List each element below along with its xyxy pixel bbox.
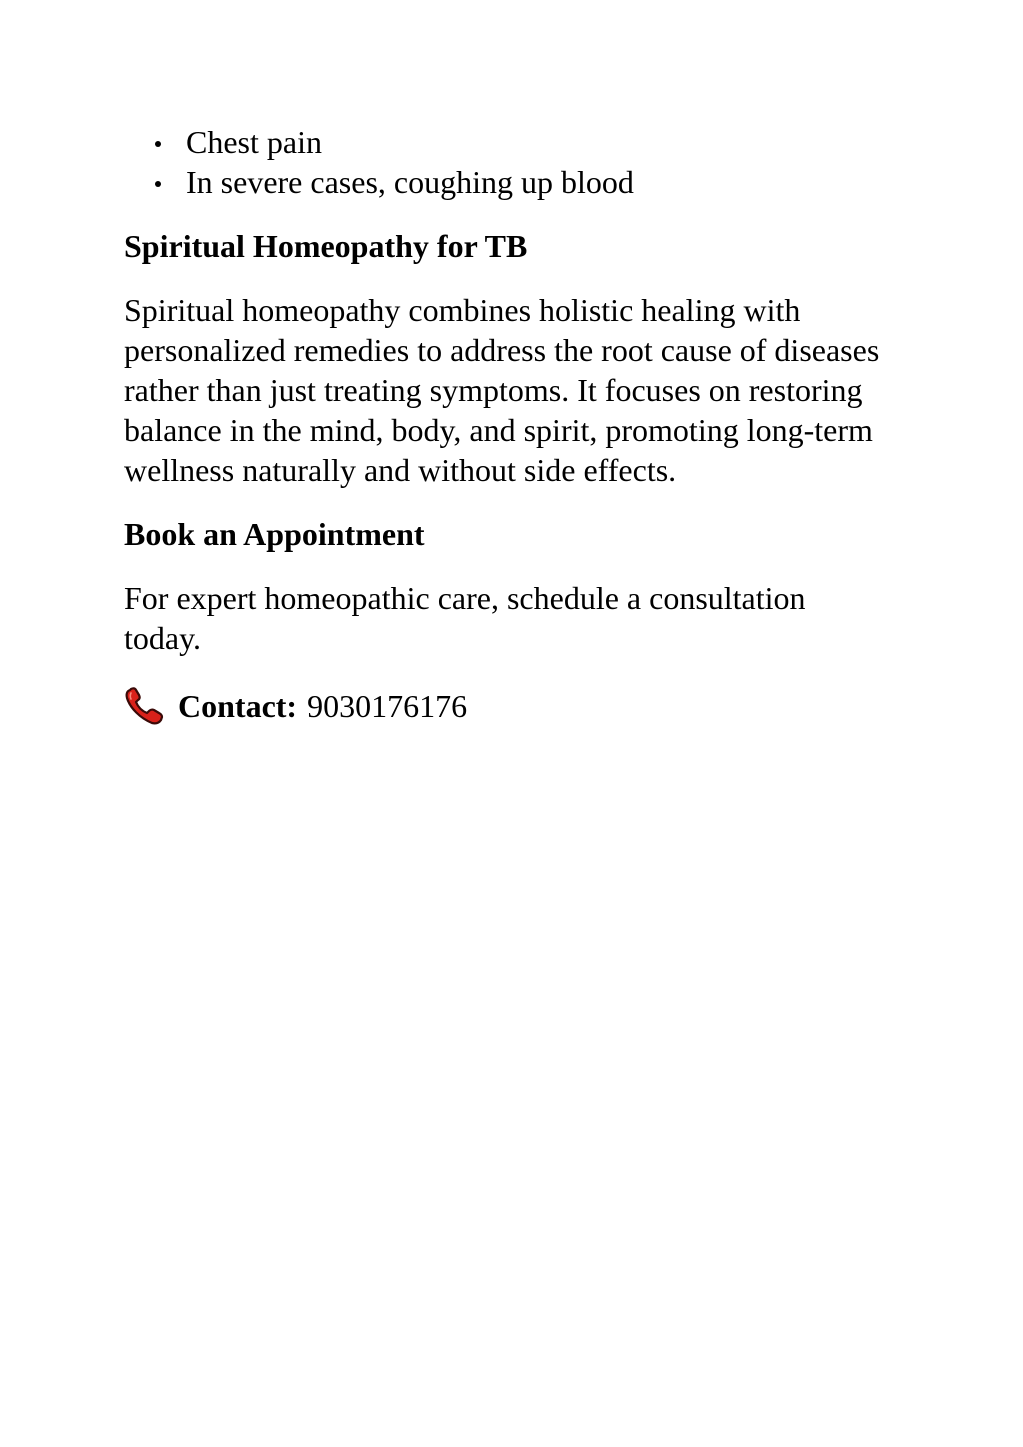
contact-line: [124, 686, 884, 726]
bullet-icon: [155, 181, 161, 187]
list-item-text: In severe cases, coughing up blood: [186, 164, 634, 200]
section-paragraph-book-appointment: For expert homeopathic care, schedule a consultation today.: [124, 580, 806, 656]
section-heading-book-appointment: Book an Appointment: [124, 516, 425, 552]
list-item-text: Chest pain: [186, 124, 322, 160]
symptom-list: [124, 122, 884, 202]
section-heading-spiritual-homeopathy: Spiritual Homeopathy for TB: [124, 228, 528, 264]
document-page: [124, 122, 884, 726]
list-item: [124, 122, 884, 162]
contact-phone-number: 9030176176: [307, 688, 468, 724]
list-item: [124, 162, 884, 202]
contact-label: Contact:: [178, 688, 298, 724]
bullet-icon: [155, 141, 161, 147]
telephone-receiver-icon: [124, 686, 166, 726]
section-paragraph-spiritual-homeopathy: Spiritual homeopathy combines holistic healing with personalized remedies to address the root cause of diseases rather than just treating symptoms. It focuses on restoring balance in the mind, body, and spirit, promoting long-term wellness naturally and without side effects.: [124, 292, 880, 488]
